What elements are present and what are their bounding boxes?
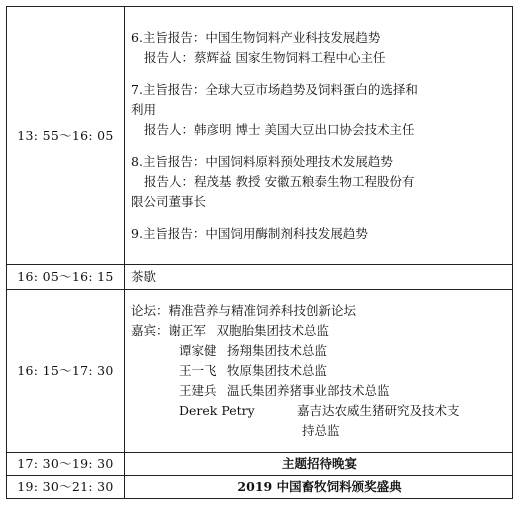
guest-row <box>131 361 508 381</box>
report-reporter: 报告人：蔡辉益 国家生物饲料工程中心主任 <box>144 49 386 65</box>
time-cell: 17: 30～19: 30 <box>7 453 125 476</box>
guest-row <box>131 381 508 401</box>
report-title-continued: 利用 <box>131 101 157 117</box>
guest-role: 双胞胎集团技术总监 <box>216 323 330 338</box>
report-title: 9.主旨报告：中国饲用酶制剂科技发展趋势 <box>131 225 368 241</box>
report-item <box>131 224 508 244</box>
guest-row <box>131 341 508 361</box>
schedule-row <box>7 265 513 290</box>
report-item <box>131 80 508 140</box>
content-cell <box>125 7 513 265</box>
schedule-row <box>7 7 513 265</box>
time-cell: 16: 15～17: 30 <box>7 290 125 453</box>
forum-cell <box>125 290 513 453</box>
report-item <box>131 152 508 212</box>
schedule-row <box>7 453 513 476</box>
guest-name: Derek Petry <box>179 403 255 418</box>
guest-row <box>131 401 508 421</box>
guest-name: 谭家健 <box>179 343 217 358</box>
guest-row <box>131 321 508 341</box>
guest-role: 扬翔集团技术总监 <box>227 343 328 358</box>
guest-name: 谢正军 <box>168 323 207 338</box>
report-reporter-continued: 限公司董事长 <box>131 193 207 209</box>
tea-break-text: 茶歇 <box>125 265 513 290</box>
award-ceremony-text: 2019 中国畜牧饲料颁奖盛典 <box>125 476 513 499</box>
time-cell: 13: 55～16: 05 <box>7 7 125 265</box>
guest-role: 嘉吉达农威生猪研究及技术支 <box>297 403 460 418</box>
schedule-row <box>7 290 513 453</box>
time-cell: 19: 30～21: 30 <box>7 476 125 499</box>
guest-name: 王一飞 <box>179 363 217 378</box>
report-title: 8.主旨报告：中国饲料原料预处理技术发展趋势 <box>131 153 393 169</box>
guests-label: 嘉宾： <box>131 323 169 338</box>
schedule-row <box>7 476 513 499</box>
guest-role: 温氏集团养猪事业部技术总监 <box>227 383 390 398</box>
report-reporter: 报告人：韩彦明 博士 美国大豆出口协会技术主任 <box>144 121 415 137</box>
guest-role-continued: 持总监 <box>302 423 340 438</box>
forum-title: 论坛：精准营养与精准饲养科技创新论坛 <box>131 303 357 318</box>
time-cell: 16: 05～16: 15 <box>7 265 125 290</box>
report-reporter: 报告人：程茂基 教授 安徽五粮泰生物工程股份有 <box>144 173 415 189</box>
report-item <box>131 28 508 68</box>
guest-role: 牧原集团技术总监 <box>227 363 328 378</box>
schedule-table <box>6 6 513 499</box>
guest-name: 王建兵 <box>179 383 217 398</box>
report-title: 7.主旨报告：全球大豆市场趋势及饲料蛋白的选择和 <box>131 81 418 97</box>
banquet-text: 主题招待晚宴 <box>125 453 513 476</box>
report-title: 6.主旨报告：中国生物饲料产业科技发展趋势 <box>131 29 381 45</box>
